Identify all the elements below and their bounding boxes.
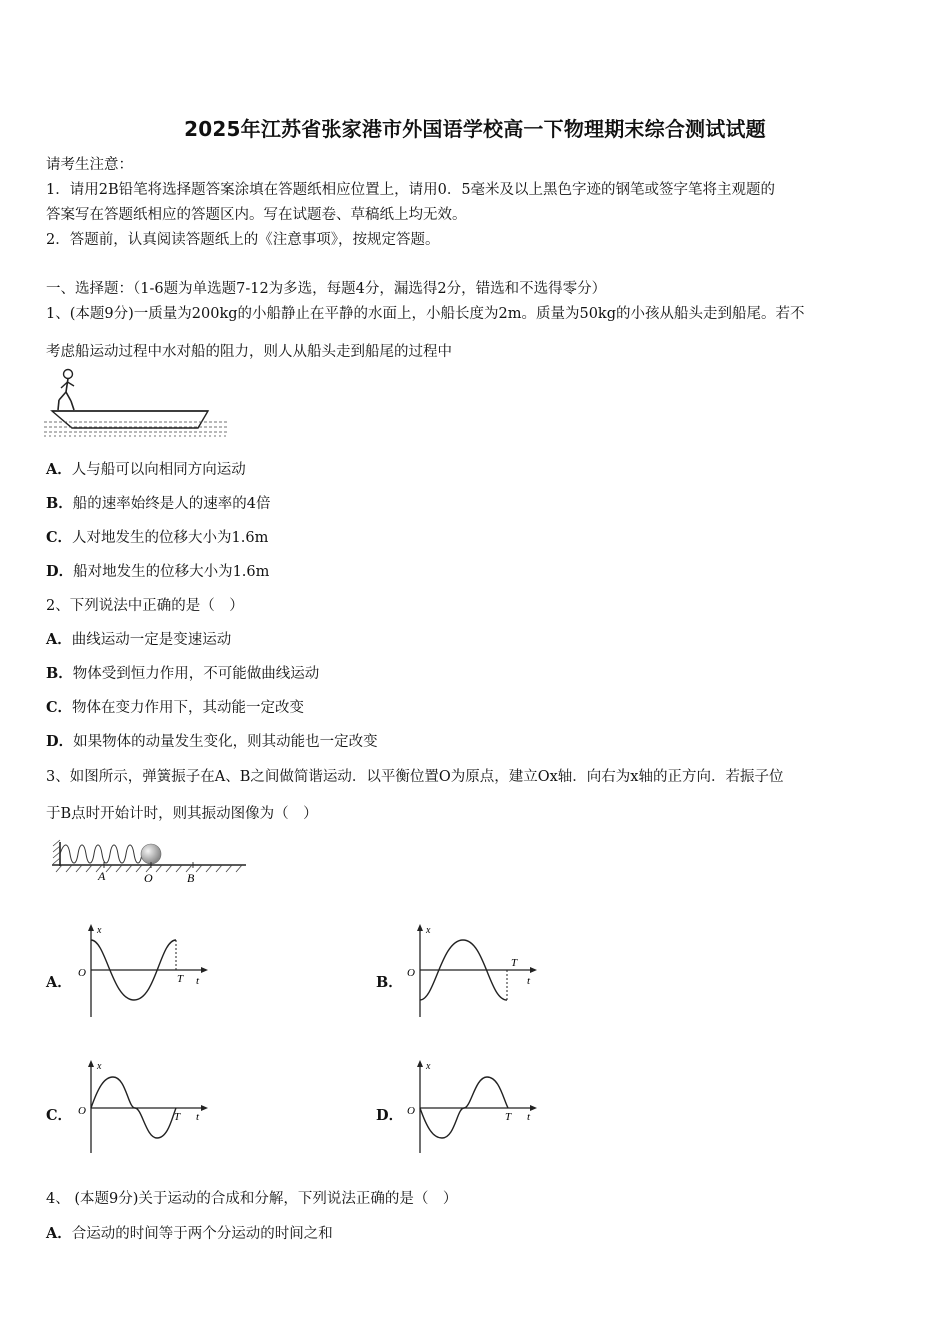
q1-stem-line-2: 考虑船运动过程中水对船的阻力，则人从船头走到船尾的过程中 [46, 344, 452, 360]
q1-option-b[interactable]: B．船的速率始终是人的速率的4倍 [46, 495, 271, 512]
graph-d-T-label: T [505, 1111, 512, 1123]
q4-stem: 4、 (本题9分)关于运动的合成和分解，下列说法正确的是（ ） [46, 1191, 458, 1207]
q4-option-a[interactable]: A．合运动的时间等于两个分运动的时间之和 [46, 1225, 333, 1242]
q3-option-a-label[interactable]: A． [46, 974, 72, 991]
graph-a-t-label: t [196, 975, 200, 987]
graph-c[interactable] [72, 1058, 212, 1158]
notice-line-1: 1．请用2B铅笔将选择题答案涂填在答题纸相应位置上，请用0．5毫米及以上黑色字迹的钢笔或签字笔将主观题的 [46, 182, 776, 198]
graph-c-x-label: x [97, 1061, 102, 1072]
q1-option-c[interactable]: C．人对地发生的位移大小为1.6m [46, 529, 269, 546]
graph-a-origin-label: O [78, 967, 86, 979]
q2-option-b[interactable]: B．物体受到恒力作用，不可能做曲线运动 [46, 665, 320, 682]
graph-a-T-label: T [177, 973, 184, 985]
graph-b-T-label: T [511, 957, 518, 969]
graph-b-t-label: t [527, 975, 531, 987]
spring-label-b: B [187, 871, 195, 885]
spring-label-o: O [144, 871, 153, 885]
page-title: 2025年江苏省张家港市外国语学校高一下物理期末综合测试试题 [184, 117, 766, 141]
section-heading: 一、选择题：（1-6题为单选题7-12为多选，每题4分，漏选得2分，错选和不选得零分） [46, 281, 607, 297]
q1-stem-line-1: 1、(本题9分)一质量为200kg的小船静止在平静的水面上，小船长度为2m。质量为50kg的小孩从船头走到船尾。若不 [46, 306, 805, 322]
q2-option-c[interactable]: C．物体在变力作用下，其动能一定改变 [46, 699, 305, 716]
graph-d-x-label: x [426, 1061, 431, 1072]
q2-stem: 2、下列说法中正确的是（ ） [46, 598, 244, 614]
spring-label-a: A [98, 869, 106, 883]
graph-a-x-label: x [97, 925, 102, 936]
graph-d-t-label: t [527, 1111, 531, 1123]
q3-stem-line-2: 于B点时开始计时，则其振动图像为（ ） [46, 806, 318, 822]
graph-c-origin-label: O [78, 1105, 86, 1117]
graph-b-origin-label: O [407, 967, 415, 979]
graph-d-origin-label: O [407, 1105, 415, 1117]
graph-a[interactable] [72, 922, 212, 1022]
q3-option-b-label[interactable]: B． [376, 974, 403, 991]
notice-line-2: 答案写在答题纸相应的答题区内。写在试题卷、草稿纸上均无效。 [46, 207, 467, 223]
graph-d[interactable] [401, 1058, 541, 1158]
q1-option-a[interactable]: A．人与船可以向相同方向运动 [46, 461, 246, 478]
q3-option-d-label[interactable]: D． [376, 1107, 404, 1124]
q1-option-d[interactable]: D．船对地发生的位移大小为1.6m [46, 563, 270, 580]
q2-option-a[interactable]: A．曲线运动一定是变速运动 [46, 631, 232, 648]
q2-option-d[interactable]: D．如果物体的动量发生变化，则其动能也一定改变 [46, 733, 378, 750]
spring-oscillator-figure [50, 836, 250, 886]
notice-line-3: 2．答题前，认真阅读答题纸上的《注意事项》，按规定答题。 [46, 232, 440, 248]
graph-b-x-label: x [426, 925, 431, 936]
graph-b[interactable] [401, 922, 541, 1022]
q3-stem-line-1: 3、如图所示，弹簧振子在A、B之间做简谐运动．以平衡位置O为原点，建立Ox轴．向右为x轴的正方向．若振子位 [46, 769, 784, 785]
q3-option-c-label[interactable]: C． [46, 1107, 73, 1124]
boat-figure [44, 368, 229, 440]
graph-c-T-label: T [174, 1111, 181, 1123]
notice-heading: 请考生注意： [46, 157, 133, 173]
graph-c-t-label: t [196, 1111, 200, 1123]
